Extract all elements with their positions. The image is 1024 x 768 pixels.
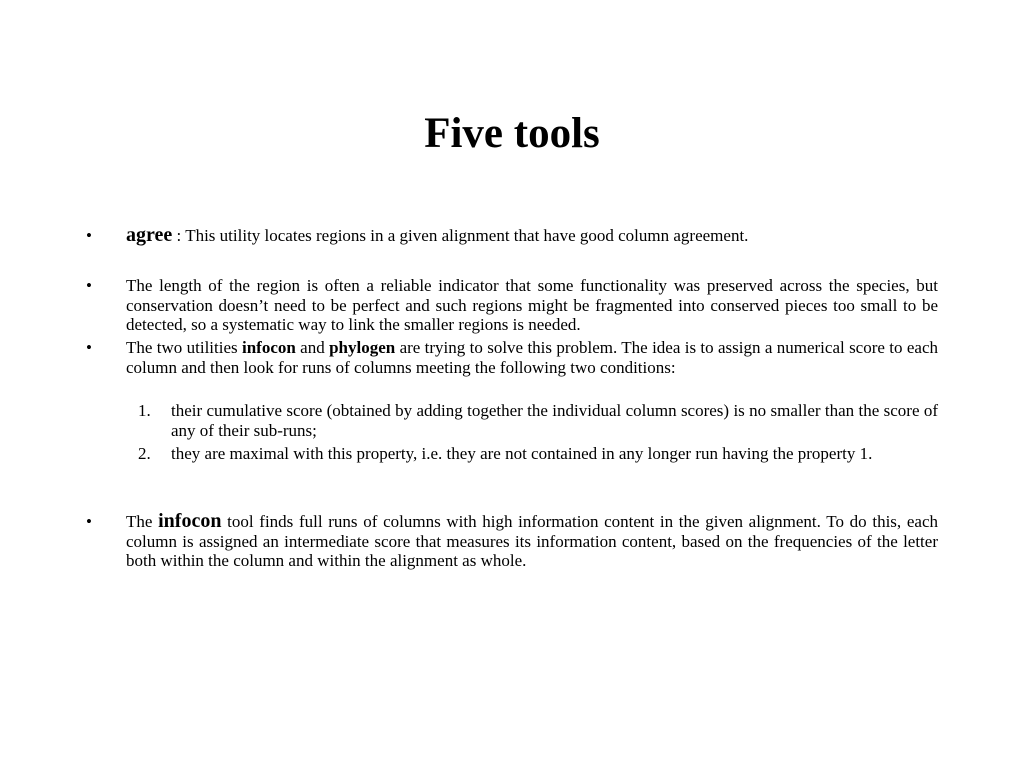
bullet-marker: • (86, 338, 92, 357)
bullet-marker: • (86, 276, 92, 295)
text-span: are trying to solve this problem. The idea is to assign a numerical score to each column and then look for runs of columns meeting the following two conditions: (126, 338, 938, 377)
condition-number: 2. (138, 444, 151, 463)
condition-text: their cumulative score (obtained by adding together the individual column scores) is no smaller than the score of any of their sub-runs; (171, 401, 938, 440)
text-span: The (126, 512, 159, 531)
slide-title: Five tools (424, 110, 600, 157)
bullet-rest: : This utility locates regions in a given alignment that have good column agreement. (172, 226, 749, 245)
text-span: tool finds full runs of columns with high information content in the given alignment. To do this, each column is assigned an intermediate score that measures its information content, based on the frequencies of the letter both within the column and within the alignment as whole. (126, 512, 938, 570)
condition-number: 1. (138, 401, 151, 420)
term-infocon: infocon (158, 510, 222, 532)
bullet-text (126, 226, 938, 246)
bullet-text (126, 338, 938, 377)
term-phylogen: phylogen (329, 338, 396, 357)
term-infocon: infocon (241, 338, 296, 357)
bullet-text (126, 512, 938, 571)
bullet-text: The length of the region is often a reliable indicator that some functionality was preserved across the species, but conservation doesn’t need to be perfect and such regions might be fragmented into conserved pieces too small to be detected, so a systematic way to link the smaller regions is needed. (126, 276, 938, 334)
text-span: and (295, 338, 330, 357)
bullet-marker: • (86, 512, 92, 531)
condition-text: they are maximal with this property, i.e. they are not contained in any longer run having the property 1. (171, 444, 873, 463)
term-agree: agree (126, 224, 173, 246)
bullet-marker: • (86, 226, 92, 245)
text-span: The two utilities (126, 338, 242, 357)
